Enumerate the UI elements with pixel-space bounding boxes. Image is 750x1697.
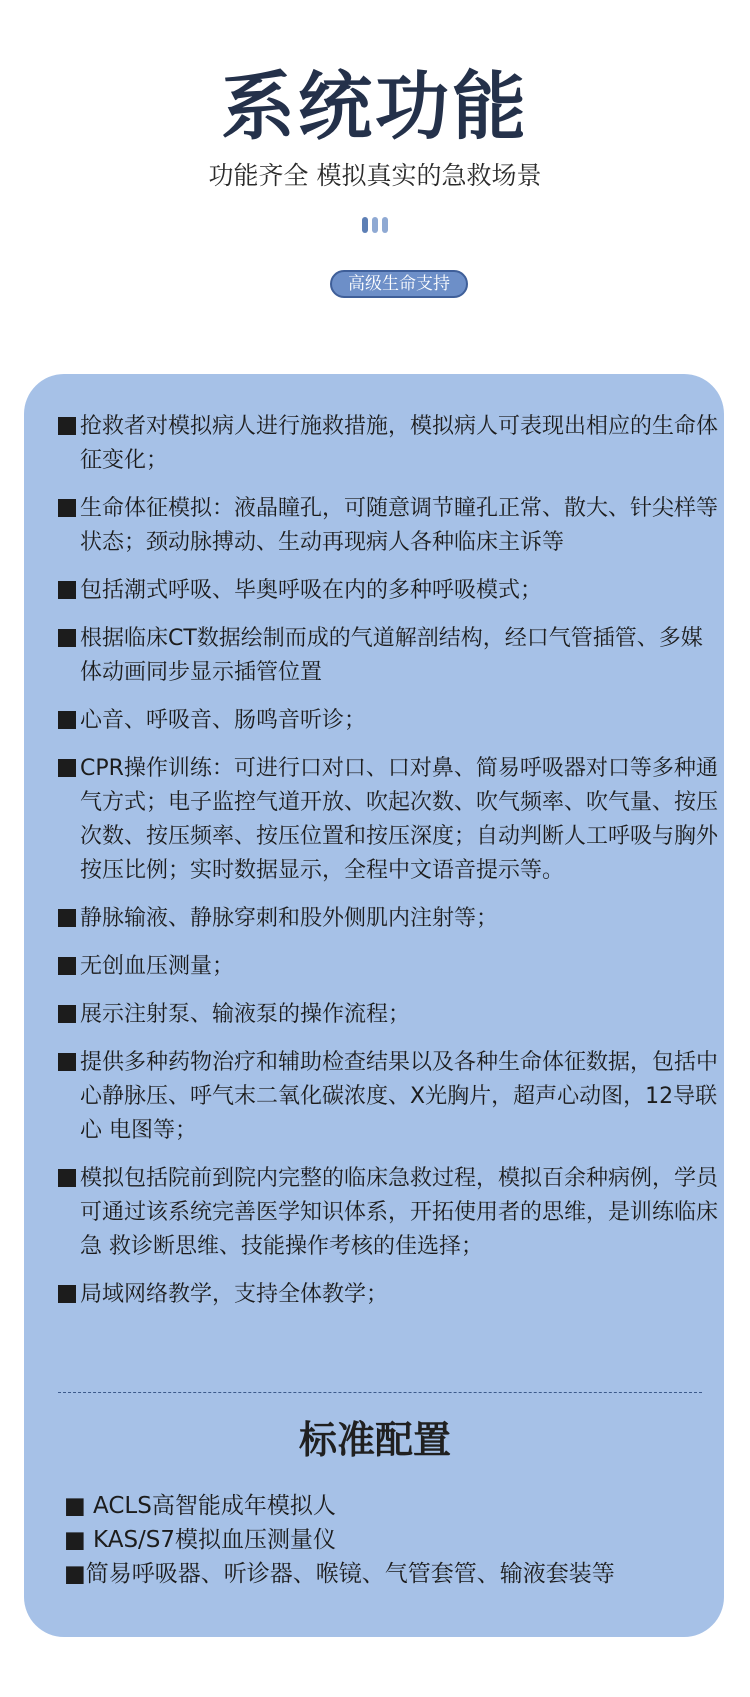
feature-item xyxy=(58,410,718,478)
feature-item xyxy=(58,1278,718,1312)
section-divider xyxy=(58,1392,702,1393)
feature-item xyxy=(58,574,718,608)
feature-text: 生命体征模拟：液晶瞳孔，可随意调节瞳孔正常、散大、针尖样等状态；颈动脉搏动、生动再现病人各种临床主诉等 xyxy=(80,496,719,555)
config-item: ■简易呼吸器、听诊器、喉镜、气管套管、输液套装等 xyxy=(64,1561,615,1587)
page-subtitle: 功能齐全 模拟真实的急救场景 xyxy=(208,161,542,190)
page-title: 系统功能 xyxy=(221,64,529,150)
square-bullet-icon xyxy=(58,1169,76,1187)
square-bullet-icon xyxy=(58,499,76,517)
square-bullet-icon xyxy=(58,759,76,777)
feature-text: 心音、呼吸音、肠鸣音听诊； xyxy=(80,708,367,733)
square-bullet-icon xyxy=(58,417,76,435)
feature-list xyxy=(58,410,718,1326)
config-title: 标准配置 xyxy=(298,1418,451,1462)
feature-text: 抢救者对模拟病人进行施救措施，模拟病人可表现出相应的生命体征变化； xyxy=(80,414,719,473)
feature-item xyxy=(58,950,718,984)
decorative-dots xyxy=(0,217,750,233)
dot-icon xyxy=(362,217,368,233)
feature-item xyxy=(58,998,718,1032)
feature-text: 包括潮式呼吸、毕奥呼吸在内的多种呼吸模式； xyxy=(80,578,543,603)
config-item: ■ KAS/S7模拟血压测量仪 xyxy=(64,1527,337,1553)
feature-text: CPR操作训练：可进行口对口、口对鼻、简易呼吸器对口等多种通气方式；电子监控气道开放、吹起次数、吹气频率、吹气量、按压 次数、按压频率、按压位置和按压深度；自动判断人工呼吸与胸外按压比例；实时数据显示，全程中文语音提示等。 xyxy=(80,756,719,883)
feature-text: 静脉输液、静脉穿刺和股外侧肌内注射等； xyxy=(80,906,499,931)
feature-item xyxy=(58,1162,718,1264)
dot-icon xyxy=(382,217,388,233)
square-bullet-icon xyxy=(58,957,76,975)
feature-text: 无创血压测量； xyxy=(80,954,235,979)
section-badge: 高级生命支持 xyxy=(330,270,468,298)
feature-text: 展示注射泵、输液泵的操作流程； xyxy=(80,1002,411,1027)
feature-item xyxy=(58,704,718,738)
feature-item xyxy=(58,902,718,936)
feature-text: 根据临床CT数据绘制而成的气道解剖结构，经口气管插管、多媒体动画同步显示插管位置 xyxy=(80,626,703,685)
square-bullet-icon xyxy=(58,1285,76,1303)
feature-item xyxy=(58,752,718,888)
feature-item xyxy=(58,492,718,560)
config-list xyxy=(64,1490,615,1592)
square-bullet-icon xyxy=(58,581,76,599)
feature-text: 局域网络教学，支持全体教学； xyxy=(80,1282,389,1307)
square-bullet-icon xyxy=(58,629,76,647)
square-bullet-icon xyxy=(58,711,76,729)
square-bullet-icon xyxy=(58,909,76,927)
feature-text: 模拟包括院前到院内完整的临床急救过程，模拟百余种病例，学员可通过该系统完善医学知识体系，开拓使用者的思维，是训练临床急 救诊断思维、技能操作考核的佳选择； xyxy=(80,1166,719,1259)
square-bullet-icon xyxy=(58,1053,76,1071)
config-item: ■ ACLS高智能成年模拟人 xyxy=(64,1493,336,1519)
feature-item xyxy=(58,1046,718,1148)
feature-text: 提供多种药物治疗和辅助检查结果以及各种生命体征数据，包括中心静脉压、呼气末二氧化碳浓度、X光胸片，超声心动图，12导联心 电图等； xyxy=(80,1050,719,1143)
feature-item xyxy=(58,622,718,690)
dot-icon xyxy=(372,217,378,233)
square-bullet-icon xyxy=(58,1005,76,1023)
